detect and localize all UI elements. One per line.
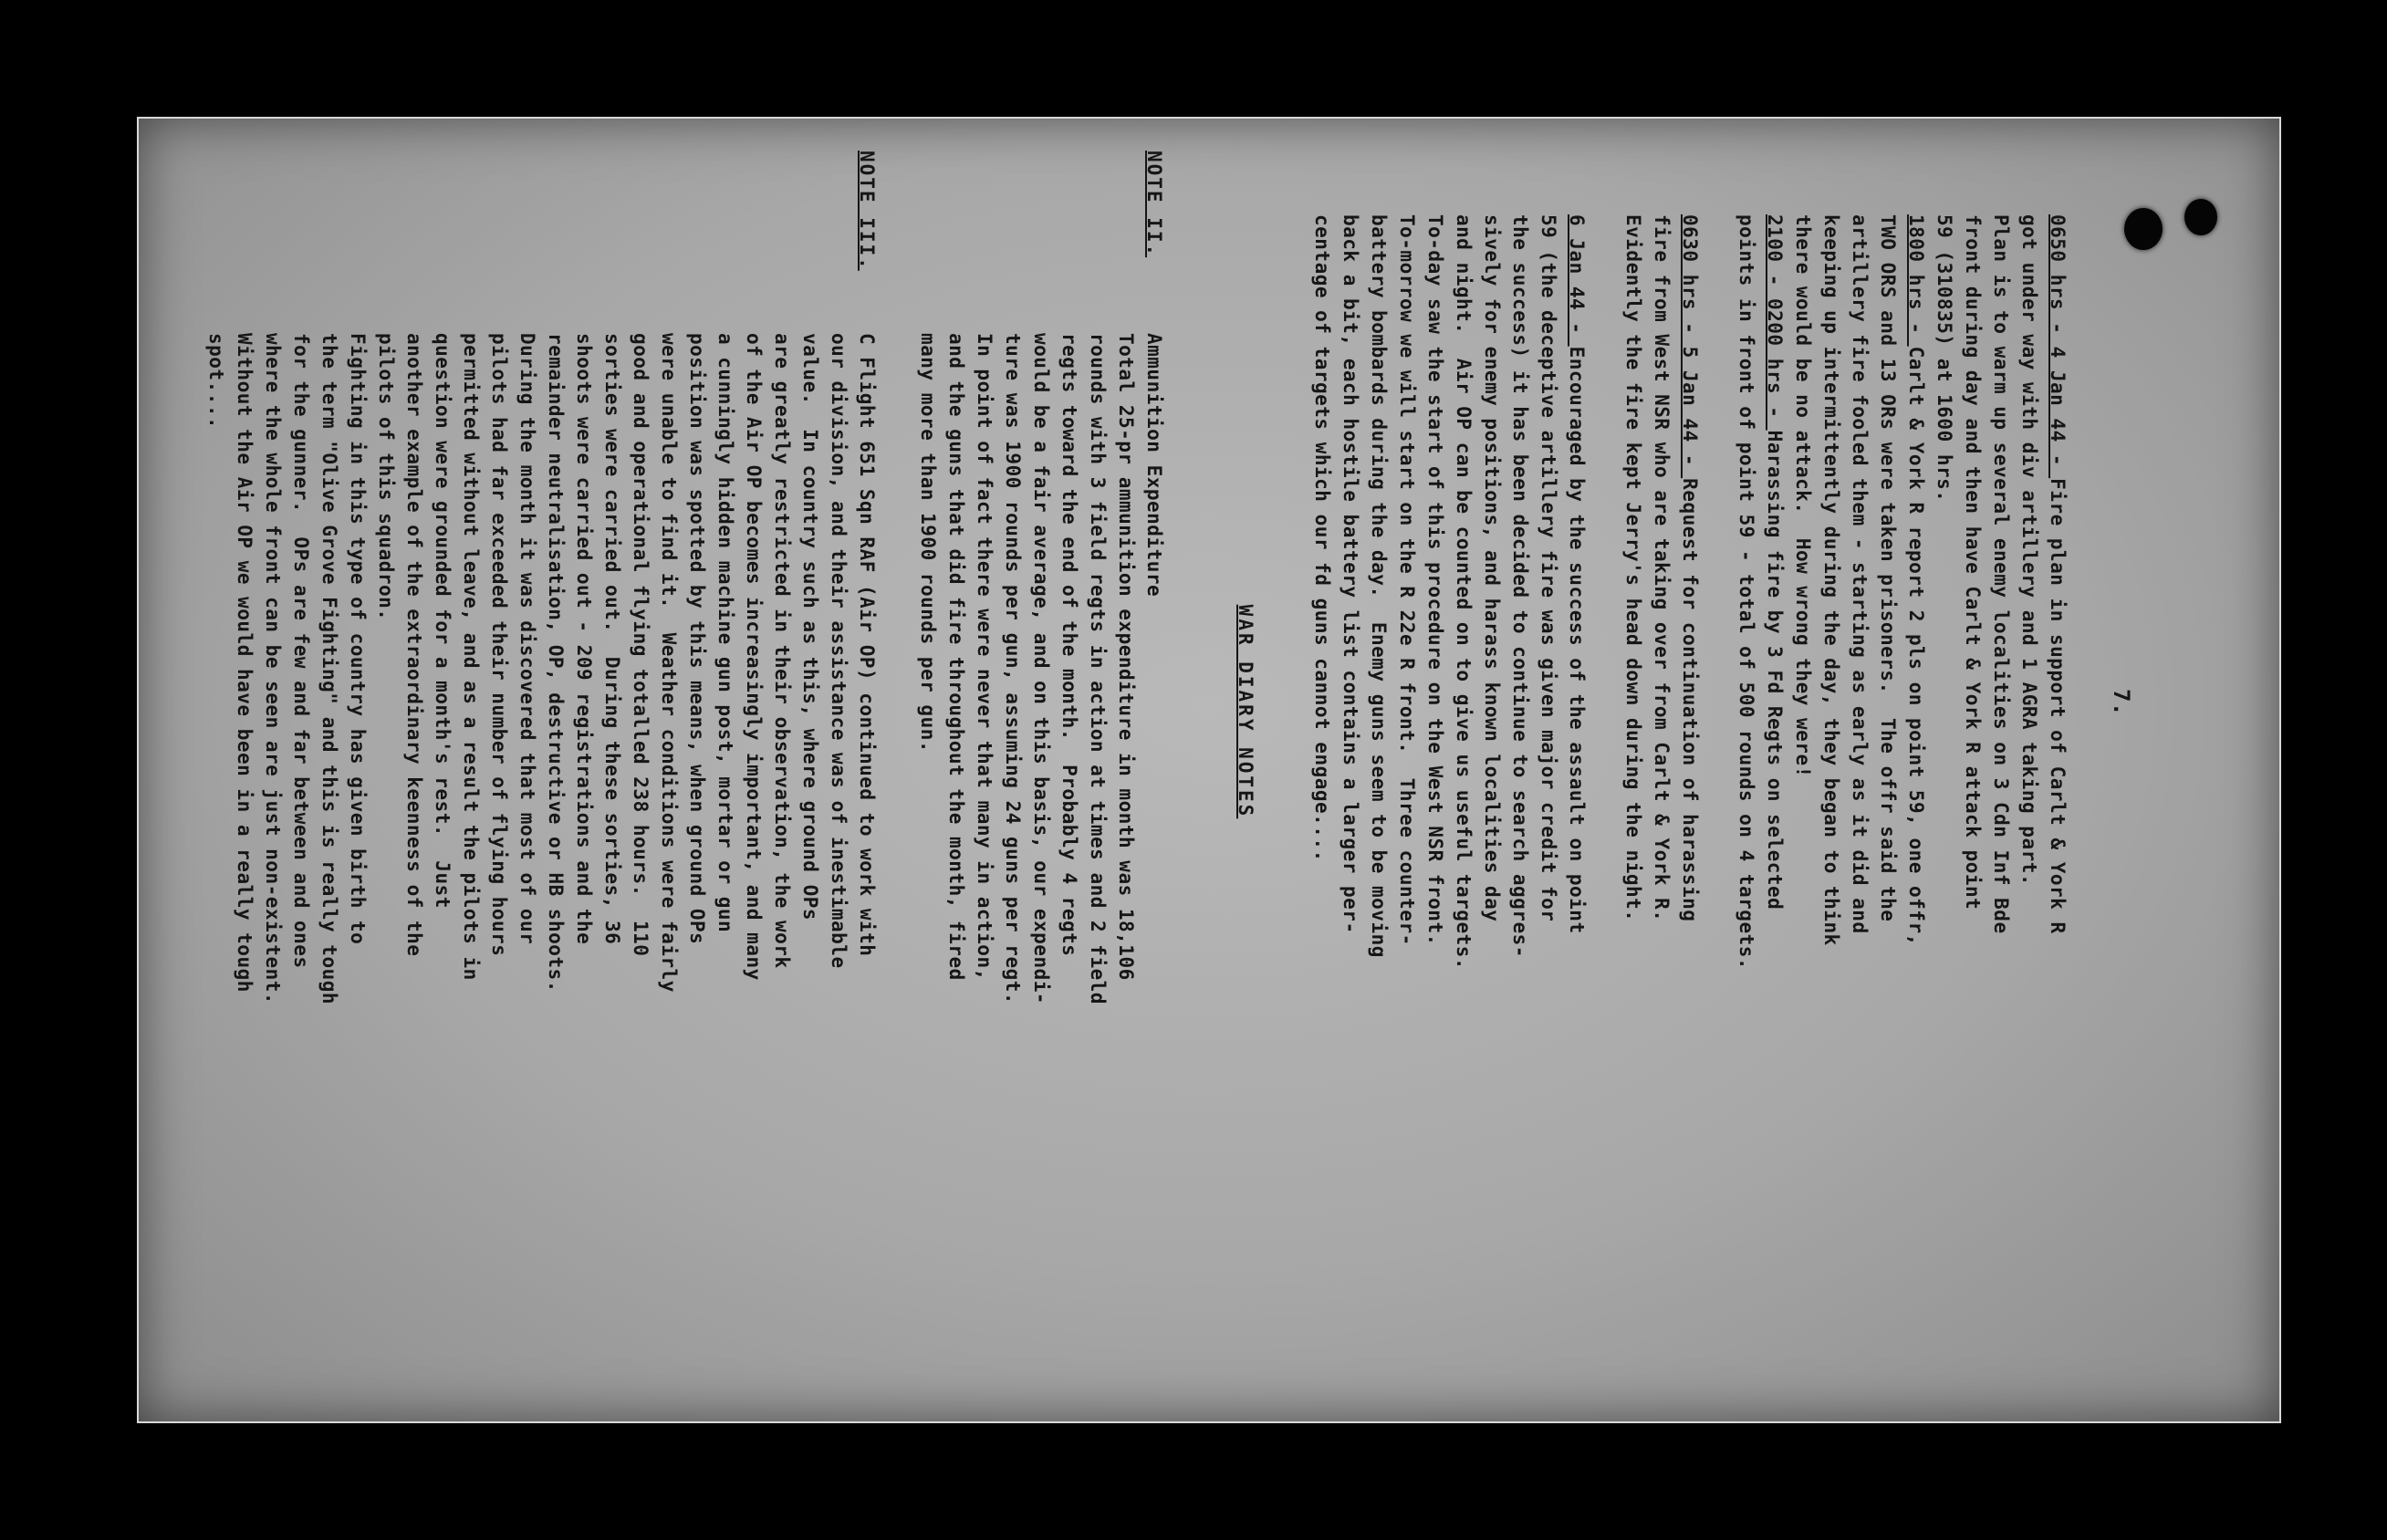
note-iii-line-0: C Flight 651 Sqn RAF (Air OP) continued to work with	[856, 333, 878, 957]
war-diary-heading: WAR DIARY NOTES	[1235, 604, 1256, 819]
entry-2-head: 2100 - 0200 hrs -	[1764, 214, 1786, 431]
note-iii-line-11: remainder neutralisation, OP, destructive or HB shoots.	[545, 333, 567, 993]
entry-3-head: 0630 hrs - 5 Jan 44 -	[1679, 214, 1701, 479]
note-iii-line-1: our division, and their assistance was of inestimable	[828, 333, 850, 969]
punch-hole-2	[2184, 199, 2217, 235]
entry-4-line-7: battery bombards during the day. Enemy guns seem to be moving	[1368, 214, 1390, 958]
entry-4-line-3: sively for enemy positions, and harass known localities day	[1481, 214, 1503, 922]
entry-2-line-1: points in front of point 59 - total of 500 rounds on 4 targets.	[1736, 214, 1757, 971]
note-iii-line-18: Fighting in this type of country has given birth to	[347, 333, 369, 945]
entry-3-line-2: Evidently the fire kept Jerry's head down during the night.	[1622, 214, 1644, 922]
note-ii-line-3: regts toward the end of the month. Probably 4 regts	[1058, 333, 1080, 957]
note-iii-line-5: a cunningly hidden machine gun post, mortar or gun	[714, 333, 736, 933]
note-iii-line-21: where the whole front can be seen are just non-existent.	[262, 333, 284, 1005]
note-ii-line-6: In point of fact there were never that many in action,	[974, 333, 995, 981]
note-ii-line-8: many more than 1900 rounds per gun.	[917, 333, 939, 754]
note-ii-line-5: ture was 1900 rounds per gun, assuming 24 guns per regt.	[1002, 333, 1024, 1005]
entry-3-line-1: fire from West NSR who are taking over from Carlt & York R.	[1651, 214, 1673, 922]
diary-entries	[1308, 214, 2071, 1236]
note-iii-line-19: the term "Olive Grove Fighting" and this is really tough	[318, 333, 340, 1005]
entry-4-line-9: centage of targets which our fd guns cannot engage....	[1311, 214, 1333, 862]
entry-4-line-2: the success) it has been decided to continue to search aggres-	[1509, 214, 1531, 958]
page-number: 7.	[2109, 689, 2134, 716]
entry-4	[1308, 214, 1590, 1236]
entry-0-line-4: 59 (310835) at 1600 hrs.	[1934, 214, 1955, 503]
entry-4-line-4: and night. Air OP can be counted on to give us useful targets.	[1453, 214, 1475, 971]
entry-2	[1732, 214, 1788, 1236]
note-ii-label: NOTE II.	[1143, 151, 1165, 258]
note-iii-line-14: permitted without leave, and as a result the pilots in	[460, 333, 482, 981]
entry-1	[1788, 214, 1930, 1236]
entry-4-line-5: To-day saw the start of this procedure on the West NSR front.	[1424, 214, 1446, 946]
entry-1-line-3: keeping up intermittently during the day, they began to think	[1820, 214, 1842, 946]
note-ii-body	[913, 333, 1168, 1245]
note-iii-line-9: sorties were carried out. During these sorties, 36	[601, 333, 623, 945]
entry-4-line-6: To-morrow we will start on the R 22e R front. Three counter-	[1396, 214, 1418, 946]
note-ii-line-7: and the guns that did fire throughout the month, fired	[945, 333, 967, 981]
note-iii-line-7: were unable to find it. Weather conditions were fairly	[658, 333, 680, 993]
note-ii-line-1: Total 25-pr ammunition expenditure in month was 18,106	[1115, 333, 1137, 981]
note-iii-line-20: for the gunner. OPs are few and far between and ones	[290, 333, 312, 969]
note-iii-line-22: Without the Air OP we would have been in a really tough	[234, 333, 255, 993]
entry-1-line-1: TWO ORS and 13 ORs were taken prisoners. The offr said the	[1877, 214, 1899, 922]
entry-0-head: 0650 hrs - 4 Jan 44 -	[2047, 214, 2069, 479]
note-iii-line-15: question were grounded for a month's rest. Just	[432, 333, 453, 909]
entry-0	[1930, 214, 2071, 1236]
note-iii-body	[202, 333, 881, 1245]
note-ii-line-4: would be a fair average, and on this basis, our expendi-	[1030, 333, 1052, 1005]
entry-0-line-2: Plan is to warm up several enemy localities on 3 Cdn Inf Bde	[1990, 214, 2012, 934]
entry-0-line-3: front during day and then have Carlt & York R attack point	[1962, 214, 1984, 910]
entry-4-head: 6 Jan 44 -	[1566, 214, 1588, 347]
entry-4-line-8: back a bit, each hostile battery list contains a larger per-	[1339, 214, 1361, 934]
entry-1-head: 1800 hrs -	[1905, 214, 1927, 347]
note-iii-line-16: another example of the extraordinary keenness of the	[403, 333, 425, 957]
entry-2-line-0: Harassing fire by 3 Fd Regts on selected	[1764, 430, 1786, 910]
note-iii-line-12: During the month it was discovered that most of our	[516, 333, 538, 945]
note-iii-line-8: good and operational flying totalled 238 hours. 110	[630, 333, 651, 957]
entry-1-line-4: there would be no attack. How wrong they were!	[1792, 214, 1814, 778]
entry-4-line-0: Encouraged by the success of the assault on point	[1566, 346, 1588, 934]
rotated-typed-text	[205, 151, 2163, 1273]
note-iii-line-6: position was spotted by this means, when ground OPs	[686, 333, 708, 945]
note-iii-line-23: spot....	[205, 333, 227, 430]
note-iii-line-17: pilots of this squadron.	[375, 333, 397, 621]
entry-4-line-1: 59 (the deceptive artillery fire was given major credit for	[1537, 214, 1559, 922]
note-iii-line-13: pilots had far exceeded their number of flying hours	[488, 333, 510, 957]
entry-3-line-0: Request for continuation of harassing	[1679, 478, 1701, 922]
entry-1-line-0: Carlt & York R report 2 pls on point 59, one offr,	[1905, 346, 1927, 946]
note-iii-line-4: of the Air OP becomes increasingly important, and many	[743, 333, 765, 981]
note-ii-line-2: rounds with 3 field regts in action at times and 2 field	[1087, 333, 1109, 1005]
entry-1-line-2: artillery fire fooled them - starting as early as it did and	[1849, 214, 1871, 934]
entry-0-line-0: Fire plan in support of Carlt & York R	[2047, 478, 2069, 934]
entry-0-line-1: got under way with div artillery and 1 AGRA taking part.	[2018, 214, 2040, 887]
note-iii-line-10: shoots were carried out - 209 registrations and the	[573, 333, 595, 945]
note-iii-line-3: are greatly restricted in their observation, the work	[771, 333, 793, 969]
note-ii-line-0: Ammunition Expenditure	[1143, 333, 1165, 598]
note-iii-label: NOTE III.	[856, 151, 878, 271]
entry-3	[1619, 214, 1704, 1236]
note-iii-line-2: value. In country such as this, where ground OPs	[799, 333, 821, 921]
